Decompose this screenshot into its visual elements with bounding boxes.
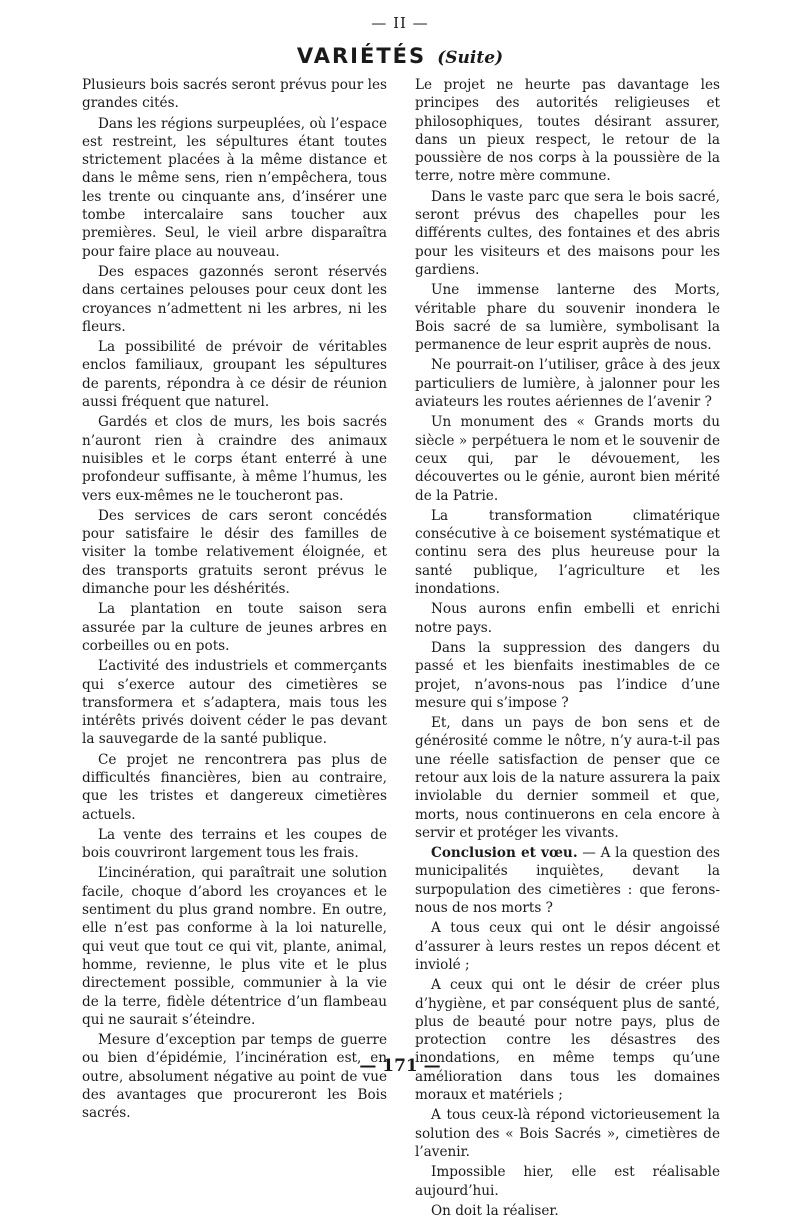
page-number: — 171 — xyxy=(359,1056,441,1076)
paragraph: L’activité des industriels et commerçants qui s’exerce autour des cimetières se transformera et s’adaptera, mais tous les intérêts privés doivent céder le pas devant la sauvegarde de la santé publique. xyxy=(82,658,387,748)
paragraph: La vente des terrains et les coupes de bois couvriront largement tous les frais. xyxy=(82,826,387,862)
paragraph: A tous ceux-là répond victorieusement la solution des « Bois Sacrés », cimetières de l’avenir. xyxy=(415,1107,720,1160)
paragraph: Des services de cars seront concédés pour satisfaire le désir des familles de visiter la tombe relativement éloignée, et des transports gratuits seront prévus le dimanche pour les déshérités. xyxy=(82,507,387,598)
conclusion-heading: Conclusion et vœu. xyxy=(431,845,578,862)
section-subtitle: (Suite) xyxy=(437,48,504,68)
left-column xyxy=(82,76,387,1125)
paragraph: Dans le vaste parc que sera le bois sacré, seront prévus des chapelles pour les différents cultes, des fontaines et des abris pour les visiteurs et des maisons pour les gardiens. xyxy=(415,188,720,278)
section-title: VARIÉTÉS xyxy=(296,44,427,68)
paragraph: Dans les régions surpeuplées, où l’espace est restreint, les sépultures étant toutes strictement placées à la même distance et dans le même sens, rien n’empêchera, tous les trente ou cinquante ans, d’insérer une tombe intercalaire sans toucher aux premières. Seul, le vieil arbre disparaîtra pour faire place au nouveau. xyxy=(82,115,387,260)
paragraph: Le projet ne heurte pas davantage les principes des autorités religieuses et philosophiques, toutes désirant assurer, dans un pieux respect, le retour de la poussière de nos corps à la poussière de la terre, notre mère commune. xyxy=(415,77,720,185)
paragraph: L’incinération, qui paraîtrait une solution facile, choque d’abord les croyances et le sentiment du plus grand nombre. En outre, elle n’est pas conforme à la loi naturelle, qui veut que tout ce qui vit, plante, animal, homme, revienne, le plus vite et le plus directement possible, communier à la vie de la terre, fidèle détentrice d’un flambeau qui ne saurait s’éteindre. xyxy=(82,865,387,1028)
paragraph: Ce projet ne rencontrera pas plus de difficultés financières, bien au contraire, que les tristes et dangereux cimetières actuels. xyxy=(82,751,387,823)
paragraph: Ne pourrait-on l’utiliser, grâce à des jeux particuliers de lumière, à jalonner pour les aviateurs les routes aériennes de l’avenir ? xyxy=(415,357,720,411)
page-section-marker: — II — xyxy=(371,14,429,32)
paragraph: Une immense lanterne des Morts, véritable phare du souvenir inondera le Bois sacré de sa lumière, symbolisant la permanence de leur esprit auprès de nous. xyxy=(415,282,720,354)
paragraph: Et, dans un pays de bon sens et de générosité comme le nôtre, n’y aura-t-il pas une réelle satisfaction de penser que ce retour aux lois de la nature assurera la paix inviolable du dernier sommeil et que, morts, nous continuerons en cela encore à servir et protéger les vivants. xyxy=(415,715,720,841)
paragraph: A ceux qui ont le désir de créer plus d’hygiène, et par conséquent plus de santé, plus de beauté pour notre pays, plus de protection contre les désastres des inondations, en même temps qu’une amélioration dans tous les domaines moraux et matériels ; xyxy=(415,977,720,1104)
paragraph: Nous aurons enfin embelli et enrichi notre pays. xyxy=(415,601,720,636)
paragraph: A tous ceux qui ont le désir angoissé d’assurer à leurs restes un repos décent et inviolé ; xyxy=(415,920,720,973)
conclusion-text: — A la question des municipalités inquiètes, devant la surpopulation des cimetières : que ferons-nous de nos morts ? xyxy=(415,845,721,917)
right-column xyxy=(415,76,720,1222)
paragraph: Un monument des « Grands morts du siècle » perpétuera le nom et le souvenir de ceux qui, par le dévouement, les découvertes ou le génie, auront bien mérité de la Patrie. xyxy=(415,414,720,504)
conclusion-paragraph xyxy=(415,844,720,917)
paragraph: Dans la suppression des dangers du passé et les bienfaits inestimables de ce projet, n’avons-nous pas l’indice d’une mesure qui s’impose ? xyxy=(415,639,720,711)
paragraph: Impossible hier, elle est réalisable aujourd’hui. xyxy=(415,1164,720,1199)
paragraph: La possibilité de prévoir de véritables enclos familiaux, groupant les sépultures de parents, répondra à ce désir de réunion aussi fréquent que naturel. xyxy=(82,339,387,411)
paragraph: Plusieurs bois sacrés seront prévus pour les grandes cités. xyxy=(82,77,387,112)
paragraph: La transformation climatérique consécutive à ce boisement systématique et continu sera des plus heureuse pour la santé publique, l’agriculture et les inondations. xyxy=(415,507,720,598)
paragraph: Mesure d’exception par temps de guerre ou bien d’épidémie, l’incinération est, en outre, absolument négative au point de vue des avantages que procureront les Bois sacrés. xyxy=(82,1032,387,1122)
paragraph: La plantation en toute saison sera assurée par la culture de jeunes arbres en corbeilles ou en pots. xyxy=(82,601,387,654)
paragraph: Des espaces gazonnés seront réservés dans certaines pelouses pour ceux dont les croyances n’admettent ni les arbres, ni les fleurs. xyxy=(82,263,387,335)
section-header xyxy=(0,44,800,68)
paragraph: On doit la réaliser. xyxy=(431,1202,559,1219)
paragraph: Gardés et clos de murs, les bois sacrés n’auront rien à craindre des animaux nuisibles et le corps étant enterré à une profondeur suffisante, à même l’humus, les vers eux-mêmes ne le toucheront pas. xyxy=(82,414,387,504)
